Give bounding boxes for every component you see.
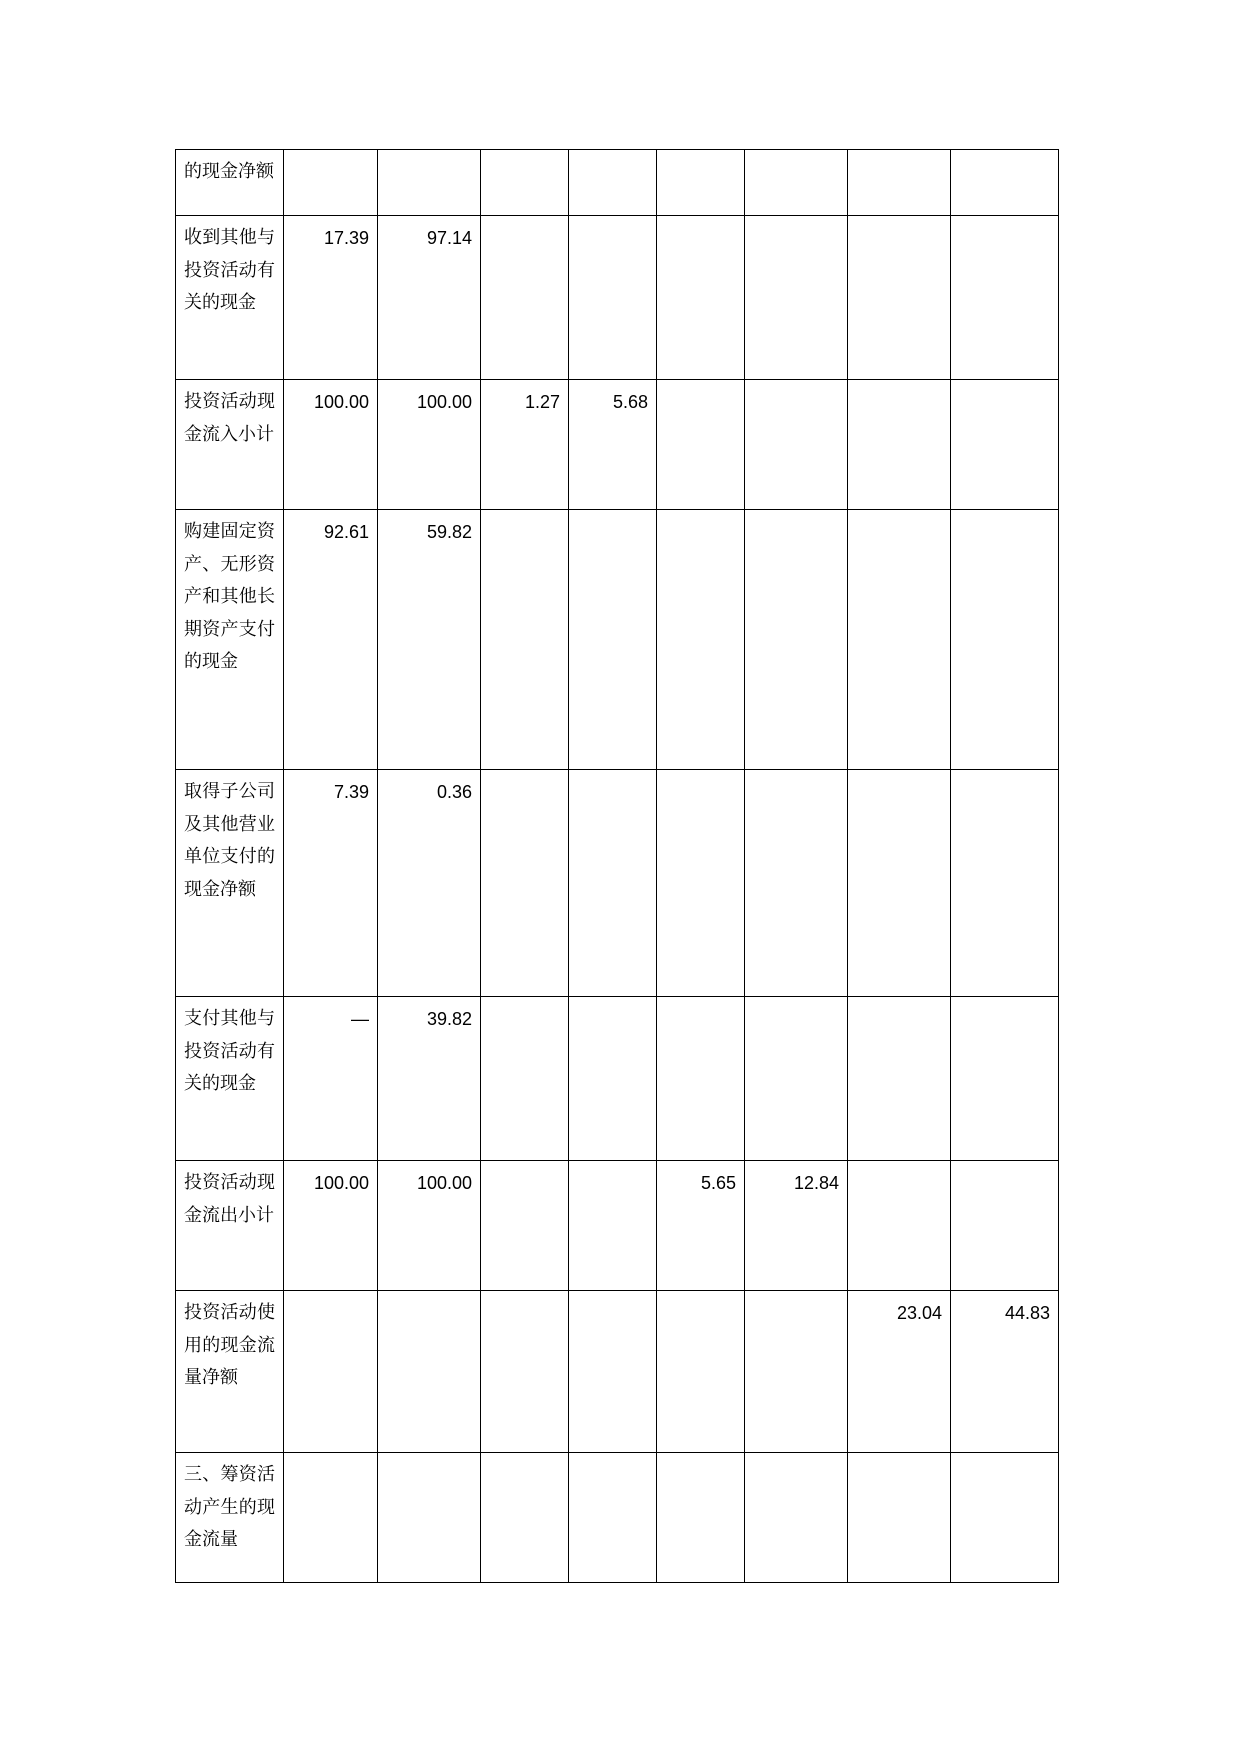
table-row [176, 150, 1059, 216]
value-cell [951, 216, 1059, 380]
value-cell [569, 997, 657, 1161]
value-cell [378, 150, 481, 216]
value-cell [745, 770, 848, 997]
value-cell [848, 380, 951, 510]
value-cell [657, 770, 745, 997]
value-cell [569, 150, 657, 216]
value-cell: 100.00 [378, 1161, 481, 1291]
value-cell [951, 1453, 1059, 1583]
value-cell: 92.61 [284, 510, 378, 770]
value-cell [745, 216, 848, 380]
value-cell [481, 510, 569, 770]
value-cell [481, 1161, 569, 1291]
value-cell [951, 997, 1059, 1161]
cash-flow-table [175, 149, 1059, 1583]
value-cell [378, 1291, 481, 1453]
table-row [176, 997, 1059, 1161]
table-row [176, 1161, 1059, 1291]
value-cell: 5.65 [657, 1161, 745, 1291]
value-cell [284, 1291, 378, 1453]
value-cell [951, 1161, 1059, 1291]
value-cell [951, 380, 1059, 510]
row-label: 购建固定资产、无形资产和其他长期资产支付的现金 [176, 510, 284, 770]
value-cell [481, 770, 569, 997]
value-cell [284, 1453, 378, 1583]
value-cell [569, 770, 657, 997]
value-cell [657, 216, 745, 380]
row-label: 支付其他与投资活动有关的现金 [176, 997, 284, 1161]
table-row [176, 770, 1059, 997]
row-label: 投资活动现金流入小计 [176, 380, 284, 510]
value-cell: 39.82 [378, 997, 481, 1161]
value-cell [951, 150, 1059, 216]
value-cell: 12.84 [745, 1161, 848, 1291]
value-cell [745, 1291, 848, 1453]
table-row [176, 380, 1059, 510]
value-cell: 100.00 [284, 380, 378, 510]
value-cell [848, 510, 951, 770]
value-cell [569, 510, 657, 770]
value-cell: — [284, 997, 378, 1161]
table-row [176, 1291, 1059, 1453]
value-cell [848, 770, 951, 997]
value-cell: 1.27 [481, 380, 569, 510]
value-cell: 100.00 [378, 380, 481, 510]
value-cell: 59.82 [378, 510, 481, 770]
value-cell [378, 1453, 481, 1583]
value-cell [657, 510, 745, 770]
value-cell: 7.39 [284, 770, 378, 997]
value-cell [481, 216, 569, 380]
value-cell [481, 1291, 569, 1453]
value-cell [657, 1291, 745, 1453]
value-cell [745, 1453, 848, 1583]
value-cell: 23.04 [848, 1291, 951, 1453]
value-cell [951, 770, 1059, 997]
value-cell [657, 380, 745, 510]
value-cell [284, 150, 378, 216]
row-label: 取得子公司及其他营业单位支付的现金净额 [176, 770, 284, 997]
table-row [176, 1453, 1059, 1583]
table-row [176, 216, 1059, 380]
value-cell: 0.36 [378, 770, 481, 997]
table-row [176, 510, 1059, 770]
value-cell [481, 150, 569, 216]
row-label: 投资活动使用的现金流量净额 [176, 1291, 284, 1453]
value-cell [848, 216, 951, 380]
value-cell [569, 1161, 657, 1291]
value-cell [951, 510, 1059, 770]
value-cell [481, 1453, 569, 1583]
value-cell: 100.00 [284, 1161, 378, 1291]
value-cell [657, 1453, 745, 1583]
value-cell [569, 1291, 657, 1453]
value-cell [657, 997, 745, 1161]
value-cell [481, 997, 569, 1161]
value-cell: 17.39 [284, 216, 378, 380]
value-cell [848, 997, 951, 1161]
value-cell [657, 150, 745, 216]
value-cell [745, 997, 848, 1161]
value-cell [745, 510, 848, 770]
value-cell [569, 1453, 657, 1583]
value-cell [848, 1161, 951, 1291]
value-cell [745, 150, 848, 216]
value-cell: 5.68 [569, 380, 657, 510]
value-cell: 97.14 [378, 216, 481, 380]
value-cell [745, 380, 848, 510]
row-label: 的现金净额 [176, 150, 284, 216]
value-cell [848, 150, 951, 216]
value-cell [848, 1453, 951, 1583]
row-label: 收到其他与投资活动有关的现金 [176, 216, 284, 380]
row-label: 三、筹资活动产生的现金流量 [176, 1453, 284, 1583]
value-cell: 44.83 [951, 1291, 1059, 1453]
value-cell [569, 216, 657, 380]
row-label: 投资活动现金流出小计 [176, 1161, 284, 1291]
